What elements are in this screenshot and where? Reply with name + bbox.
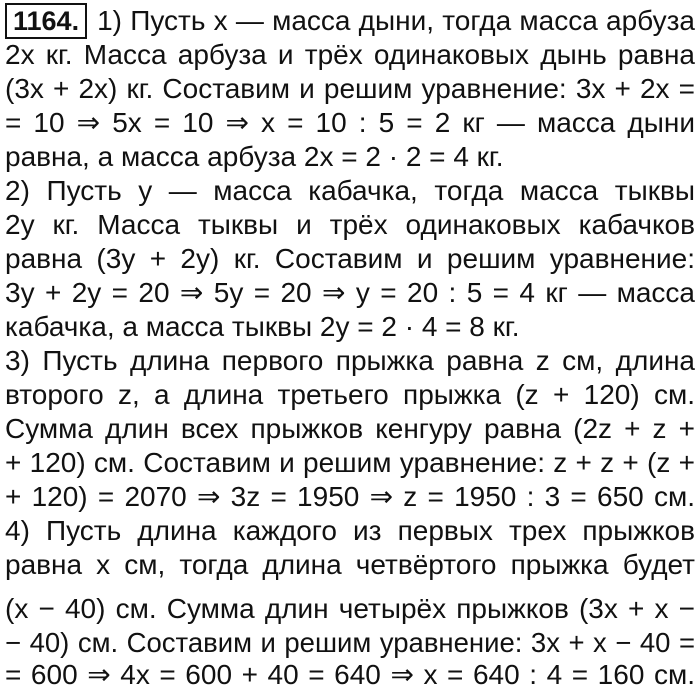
text-line-14 [5, 444, 695, 482]
problem-number: 1164. [5, 3, 87, 39]
line-text: (3x + 2x) кг. Составим и решим уравнение: 3x + 2x = [5, 73, 695, 104]
text-line-13 [5, 410, 695, 448]
text-line-4 [5, 104, 695, 142]
line-text: 3) Пусть длина первого прыжка равна z см, длина [5, 345, 695, 376]
line-text: − 40) см. Составим и решим уравнение: 3x + x − 40 = [5, 627, 695, 658]
line-text: = 10 ⇒ 5x = 10 ⇒ x = 10 : 5 = 2 кг — масса дыни [5, 107, 695, 138]
line-text: 3y + 2y = 20 ⇒ 5y = 20 ⇒ y = 20 : 5 = 4 кг — масса [5, 277, 695, 308]
text-line-5 [5, 138, 695, 176]
line-text: 1) Пусть x — масса дыни, тогда масса арбуза [97, 5, 695, 36]
line-text: 2y кг. Масса тыквы и трёх одинаковых кабачков [5, 209, 695, 240]
line-text: равна (3y + 2y) кг. Составим и решим уравнение: [5, 243, 695, 274]
text-line-3 [5, 70, 695, 108]
line-text: Сумма длин всех прыжков кенгуру равна (2z + z + [5, 413, 695, 444]
text-line-1 [5, 2, 695, 40]
line-text: равна, а масса арбуза 2x = 2 · 2 = 4 кг. [5, 141, 504, 172]
text-line-10 [5, 308, 695, 346]
line-text: 2) Пусть y — масса кабачка, тогда масса тыквы [5, 175, 695, 206]
line-text: (x − 40) см. Сумма длин четырёх прыжков (3x + x − [5, 593, 695, 624]
text-line-15 [5, 478, 695, 516]
line-text: кабачка, а масса тыквы 2y = 2 · 4 = 8 кг. [5, 311, 520, 342]
line-text: 2x кг. Масса арбуза и трёх одинаковых дынь равна [5, 39, 695, 70]
text-line-6 [5, 172, 695, 210]
line-text: второго z, а длина третьего прыжка (z + 120) см. [5, 379, 695, 410]
text-line-17 [5, 546, 695, 584]
text-line-20 [5, 656, 695, 694]
line-text: + 120) = 2070 ⇒ 3z = 1950 ⇒ z = 1950 : 3 = 650 см. [5, 481, 695, 512]
text-line-8 [5, 240, 695, 278]
line-text: равна x см, тогда длина четвёртого прыжка будет [5, 549, 695, 580]
text-line-2 [5, 36, 695, 74]
text-line-16 [5, 512, 695, 550]
line-text: + 120) см. Составим и решим уравнение: z + z + (z + [5, 447, 695, 478]
text-line-11 [5, 342, 695, 380]
line-text: 4) Пусть длина каждого из первых трех прыжков [5, 515, 695, 546]
text-line-9 [5, 274, 695, 312]
text-line-18 [5, 590, 695, 628]
text-line-7 [5, 206, 695, 244]
text-line-12 [5, 376, 695, 414]
line-text: = 600 ⇒ 4x = 600 + 40 = 640 ⇒ x = 640 : 4 = 160 см. [5, 659, 695, 690]
